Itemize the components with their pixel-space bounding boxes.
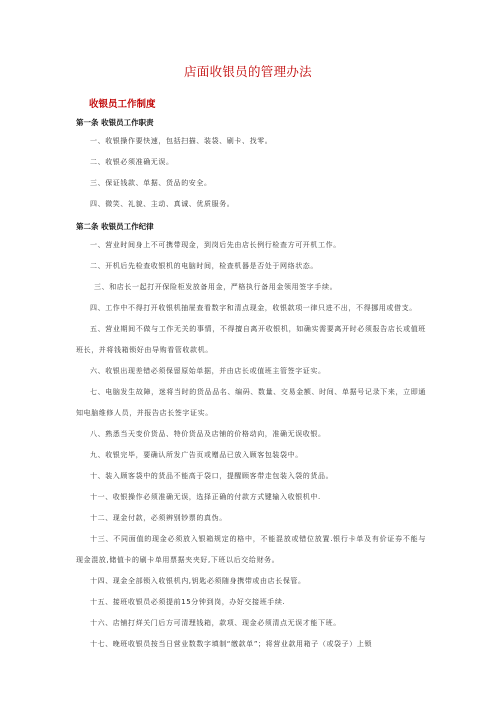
paragraph: 二、收银必须准确无误。 (90, 158, 174, 166)
document-title: 店面收银员的管理办法 (183, 64, 312, 79)
paragraph: 四、工作中不得打开收银机抽屉查看数字和清点现金，收银款项一律只进不出，不得挪用或借支。 (90, 304, 417, 312)
paragraph: 十六、店铺打烊关门后方可清理钱箱，款项、现金必须清点无误才能下班。 (90, 619, 341, 627)
paragraph: 十三、不同面值的现金必须放入银箱规定的格中，不能混放或错位放置.银行卡单及有价证券不能与现金混放,储值卡的刷卡单用票据夹夹好,下班以后交给财务。 (76, 535, 426, 564)
paragraph: 十七、晚班收银员按当日营业数数字填制“缴款单”；将营业款用箱子（或袋子）上锁 (90, 640, 373, 648)
article-title: 第二条 收银员工作纪律 (76, 222, 154, 231)
paragraph: 二、开机后先检查收银机的电脑时间，检查机器是否处于网络状态。 (90, 262, 318, 270)
document-body (76, 113, 426, 655)
paragraph: 一、营业时间身上不可携带现金，到岗后先由店长例行检查方可开机工作。 (90, 241, 341, 249)
paragraph: 十一、收银操作必须准确无误，选择正确的付款方式键输入收银机中. (90, 493, 321, 501)
paragraph: 十四、现金全部锁入收银机内,钥匙必须随身携带或由店长保管。 (90, 577, 306, 585)
paragraph: 三、和店长一起打开保险柜发放备用金，严格执行备用金领用签字手续。 (94, 283, 338, 291)
paragraph: 三、保证钱款、单据、货品的安全。 (90, 179, 212, 187)
paragraph: 一、收银操作要快速，包括扫描、装袋、刷卡、找零。 (90, 137, 273, 145)
paragraph: 十五、接班收银员必须提前15分钟到岗，办好交接班手续. (90, 598, 286, 606)
article-title: 第一条 收银员工作职责 (76, 118, 154, 127)
paragraph: 十、装入顾客袋中的货品不能高于袋口，提醒顾客带走包装入袋的货品。 (90, 472, 334, 480)
paragraph: 八、熟悉当天变价货品、特价货品及店铺的价格动向，准确无误收银。 (90, 430, 326, 438)
paragraph: 七、电脑发生故障，迷将当时的货品品名、编码、数量、交易金额、时间、单据号记录下来，立即通知电脑维修人员，并报告店长签字证实。 (76, 388, 426, 417)
section-heading: 收银员工作制度 (89, 99, 156, 110)
paragraph: 五、营业期间不做与工作无关的事情，不得擅自离开收银机，如确实需要离开时必须报告店长或值班班长，并将钱箱锁好由导购看管收款机。 (76, 325, 426, 354)
paragraph: 四、微笑、礼貌、主动、真诚、优质服务。 (90, 200, 235, 208)
paragraph: 九、收银完毕，要确认所发广告页或赠品已放入顾客包装袋中。 (90, 451, 303, 459)
paragraph: 六、收银出现差错必须保留原始单据，并由店长或值班主管签字证实。 (90, 367, 326, 375)
paragraph: 十二、现金付款，必须辨别钞票的真伪。 (90, 514, 227, 522)
